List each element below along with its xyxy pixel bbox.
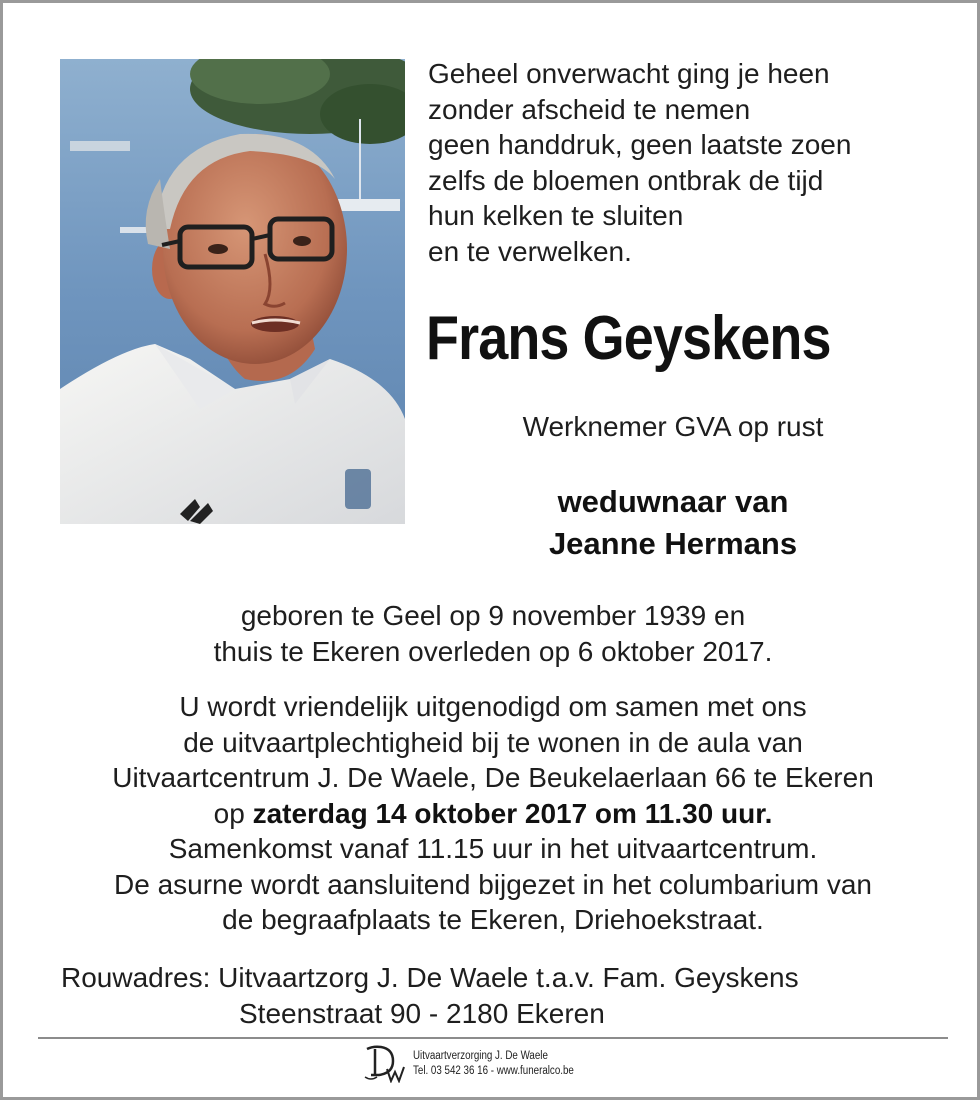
funeral-home-info [413, 1049, 574, 1079]
funeral-home-name: Uitvaartverzorging J. De Waele [413, 1050, 548, 1062]
funeral-home-logo-icon [363, 1045, 407, 1083]
ceremony-line: U wordt vriendelijk uitgenodigd om samen met ons [179, 691, 807, 722]
poem-line: zelfs de bloemen ontbrak de tijd [428, 164, 824, 196]
ceremony-line: de begraafplaats te Ekeren, Driehoekstraat. [222, 904, 764, 935]
poem-line: geen handdruk, geen laatste zoen [428, 129, 852, 160]
ceremony-date-line [23, 796, 963, 832]
ceremony-line: De asurne wordt aansluitend bijgezet in het columbarium van [114, 868, 872, 900]
spouse-label: weduwnaar van [557, 484, 789, 519]
poem-line: en te verwelken. [428, 235, 632, 267]
death-line: thuis te Ekeren overleden op 6 oktober 2017. [213, 635, 773, 667]
date-prefix: op [213, 797, 245, 829]
funeral-home-footer [363, 1044, 602, 1084]
spouse-name: Jeanne Hermans [548, 526, 798, 561]
ceremony-line: de uitvaartplechtigheid bij te wonen in de aula van [183, 726, 803, 758]
poem-line: Geheel onverwacht ging je heen [428, 58, 830, 89]
poem-line: hun kelken te sluiten [428, 200, 684, 231]
ceremony-venue: Uitvaartcentrum J. De Waele, De Beukelaerlaan 66 te Ekeren [112, 762, 874, 793]
mourning-address [23, 960, 963, 1031]
portrait-photo [60, 59, 405, 524]
spouse-block [423, 481, 923, 565]
address-line: Steenstraat 90 - 2180 Ekeren [239, 997, 605, 1029]
announcement-text [23, 598, 963, 938]
divider [38, 1037, 948, 1039]
deceased-name: Frans Geyskens [426, 304, 831, 373]
ceremony-date: zaterdag 14 oktober 2017 om 11.30 uur. [252, 797, 773, 829]
address-line: Rouwadres: Uitvaartzorg J. De Waele t.a.v. Fam. Geyskens [61, 962, 799, 993]
ceremony-line: Samenkomst vanaf 11.15 uur in het uitvaartcentrum. [168, 833, 818, 864]
funeral-home-contact: Tel. 03 542 36 16 - www.funeralco.be [413, 1065, 574, 1077]
poem-line: zonder afscheid te nemen [428, 93, 751, 125]
poem [428, 56, 948, 269]
occupation: Werknemer GVA op rust [522, 411, 824, 442]
birth-line: geboren te Geel op 9 november 1939 en [240, 600, 746, 631]
